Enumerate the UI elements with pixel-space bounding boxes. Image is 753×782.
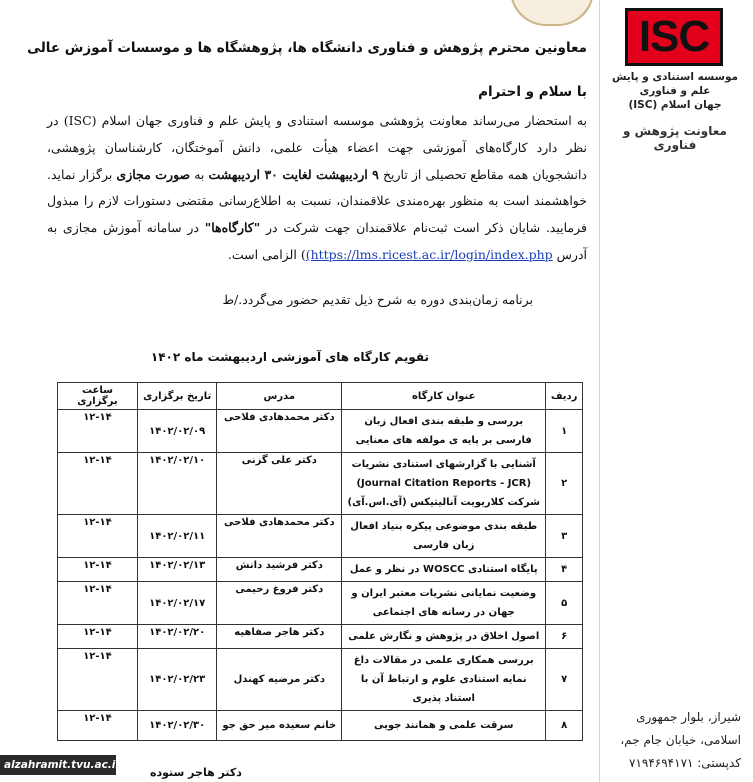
letter-heading: معاونین محترم پژوهش و فناوری دانشگاه ها، پژوهشگاه ها و موسسات آموزش عالی (27, 40, 587, 56)
workshop-title: سرقت علمی و همانند جویی (342, 711, 546, 741)
workshop-title: طبقه بندی موضوعی پیکره بنیاد افعال زبان فارسی (342, 515, 546, 558)
workshop-teacher: دکتر فروغ رحیمی (217, 582, 342, 625)
workshop-date: ۱۴۰۲/۰۲/۰۹ (137, 410, 216, 453)
body-date-range: ۹ اردیبهشت لغایت ۳۰ اردیبهشت (208, 166, 379, 182)
letter-body (47, 108, 587, 269)
site-watermark: alzahramit.tvu.ac.ir (0, 755, 116, 775)
table-row (58, 558, 583, 582)
workshop-title: اصول اخلاق در پژوهش و نگارش علمی (342, 625, 546, 649)
program-line: برنامه زمان‌بندی دوره به شرح ذیل تقدیم حضور می‌گردد./ط (222, 292, 533, 307)
row-number: ۵ (546, 582, 583, 625)
table-header-row (58, 383, 583, 410)
workshop-teacher: دکتر مرضیه کهندل (217, 649, 342, 711)
row-number: ۷ (546, 649, 583, 711)
row-number: ۱ (546, 410, 583, 453)
org-name-line2: جهان اسلام (ISC) (628, 99, 722, 111)
row-number: ۳ (546, 515, 583, 558)
isc-logo (625, 8, 723, 66)
table-title: تقویم کارگاه های آموزشی اردیبهشت ماه ۱۴۰۲ (150, 350, 429, 364)
workshop-date: ۱۴۰۲/۰۲/۱۳ (137, 558, 216, 582)
workshop-date: ۱۴۰۲/۰۲/۱۱ (137, 515, 216, 558)
header-title: عنوان کارگاه (342, 383, 546, 410)
address-line2: اسلامی، خیابان جام جم، (620, 733, 741, 747)
org-name-line1: موسسه استنادی و پایش علم و فناوری (611, 71, 739, 97)
header-teacher: مدرس (217, 383, 342, 410)
workshop-teacher: دکتر هاجر صفاهیه (217, 625, 342, 649)
body-part-g: در سامانه آموزش مجازی به آدرس (47, 220, 587, 262)
workshop-teacher: دکتر علی گزنی (217, 453, 342, 515)
body-part-c: به (194, 166, 205, 182)
workshop-time: ۱۲-۱۴ (58, 711, 138, 741)
workshop-time: ۱۲-۱۴ (58, 582, 138, 625)
workshop-time: ۱۲-۱۴ (58, 410, 138, 453)
row-number: ۲ (546, 453, 583, 515)
workshop-date: ۱۴۰۲/۰۲/۲۳ (137, 649, 216, 711)
workshop-title: بررسی همکاری علمی در مقالات داغ نمایه استنادی علوم و ارتباط آن با استناد پذیری (342, 649, 546, 711)
workshop-teacher: دکتر فرشید دانش (217, 558, 342, 582)
workshop-schedule-table (57, 382, 583, 741)
workshop-title: وضعیت نمایانی نشریات معتبر ایران و جهان در رسانه های اجتماعی (342, 582, 546, 625)
lms-link[interactable]: (https://lms.ricest.ac.ir/login/index.php (305, 246, 553, 262)
header-date: تاریخ برگزاری (137, 383, 216, 410)
row-number: ۴ (546, 558, 583, 582)
organization-name (605, 70, 745, 112)
workshop-title: پایگاه استنادی WOSCC در نظر و عمل (342, 558, 546, 582)
workshop-teacher: خانم سعیده میر حق جو (217, 711, 342, 741)
department-name: معاونت پژوهش و فناوری (623, 124, 727, 152)
logo-text: ISC (638, 12, 710, 61)
workshop-time: ۱۲-۱۴ (58, 625, 138, 649)
letter-greeting: با سلام و احترام (478, 84, 587, 100)
workshop-title: آشنایی با گزارشهای استنادی نشریات (Journal Citation Reports - JCR) شرکت کلاریویت آنالیتیکس (آی.اس.آی) (342, 453, 546, 515)
workshop-title: بررسی و طبقه بندی افعال زبان فارسی بر پایه ی مولفه های معنایی (342, 410, 546, 453)
table-row (58, 649, 583, 711)
table-row (58, 515, 583, 558)
workshop-date: ۱۴۰۲/۰۲/۳۰ (137, 711, 216, 741)
decorative-stamp (510, 0, 594, 26)
workshop-time: ۱۲-۱۴ (58, 515, 138, 558)
address-line1: شیراز، بلوار جمهوری (636, 710, 741, 724)
table-row (58, 582, 583, 625)
table-row (58, 453, 583, 515)
body-part-h: ) الزامی است. (227, 246, 306, 262)
workshop-date: ۱۴۰۲/۰۲/۱۰ (137, 453, 216, 515)
body-workshops-term: "کارگاه‌ها" (204, 220, 261, 236)
signature-name: دکتر هاجر ستوده (150, 766, 242, 779)
body-virtual-mode: صورت مجازی (116, 166, 191, 182)
table-row (58, 410, 583, 453)
row-number: ۶ (546, 625, 583, 649)
header-time: ساعت برگزاری (58, 383, 138, 410)
address-line3: کدپستی: ۷۱۹۴۶۹۴۱۷۱ (629, 756, 741, 770)
workshop-teacher: دکتر محمدهادی فلاحی (217, 515, 342, 558)
workshop-time: ۱۲-۱۴ (58, 558, 138, 582)
body-part-a: به استحضار می‌رساند معاونت پژوهشی موسسه استنادی و پایش علم و فناوری جهان اسلام (ISC) در نظر دارد کارگاه‌های آموزشی جهت اعضاء هیأت علمی، دانش آموختگان، کارشناسان پژوهشی، دانشجویان همه مقاطع تحصیلی از تاریخ (47, 113, 588, 182)
workshop-date: ۱۴۰۲/۰۲/۱۷ (137, 582, 216, 625)
address-block (609, 706, 741, 775)
row-number: ۸ (546, 711, 583, 741)
letterhead-sidebar (599, 0, 753, 782)
workshop-time: ۱۲-۱۴ (58, 649, 138, 711)
workshop-time: ۱۲-۱۴ (58, 453, 138, 515)
body-part-e: برگزار نماید. خواهشمند است به منظور بهره‌مندی علاقمندان، نسبت به اطلاع‌رسانی مقتضی دستورات لازم را مبذول فرمایید. شایان ذکر است ثبت‌نام علاقمندان جهت شرکت در (47, 166, 587, 236)
workshop-date: ۱۴۰۲/۰۲/۲۰ (137, 625, 216, 649)
table-row (58, 711, 583, 741)
workshop-teacher: دکتر محمدهادی فلاحی (217, 410, 342, 453)
table-row (58, 625, 583, 649)
header-row-number: ردیف (546, 383, 583, 410)
